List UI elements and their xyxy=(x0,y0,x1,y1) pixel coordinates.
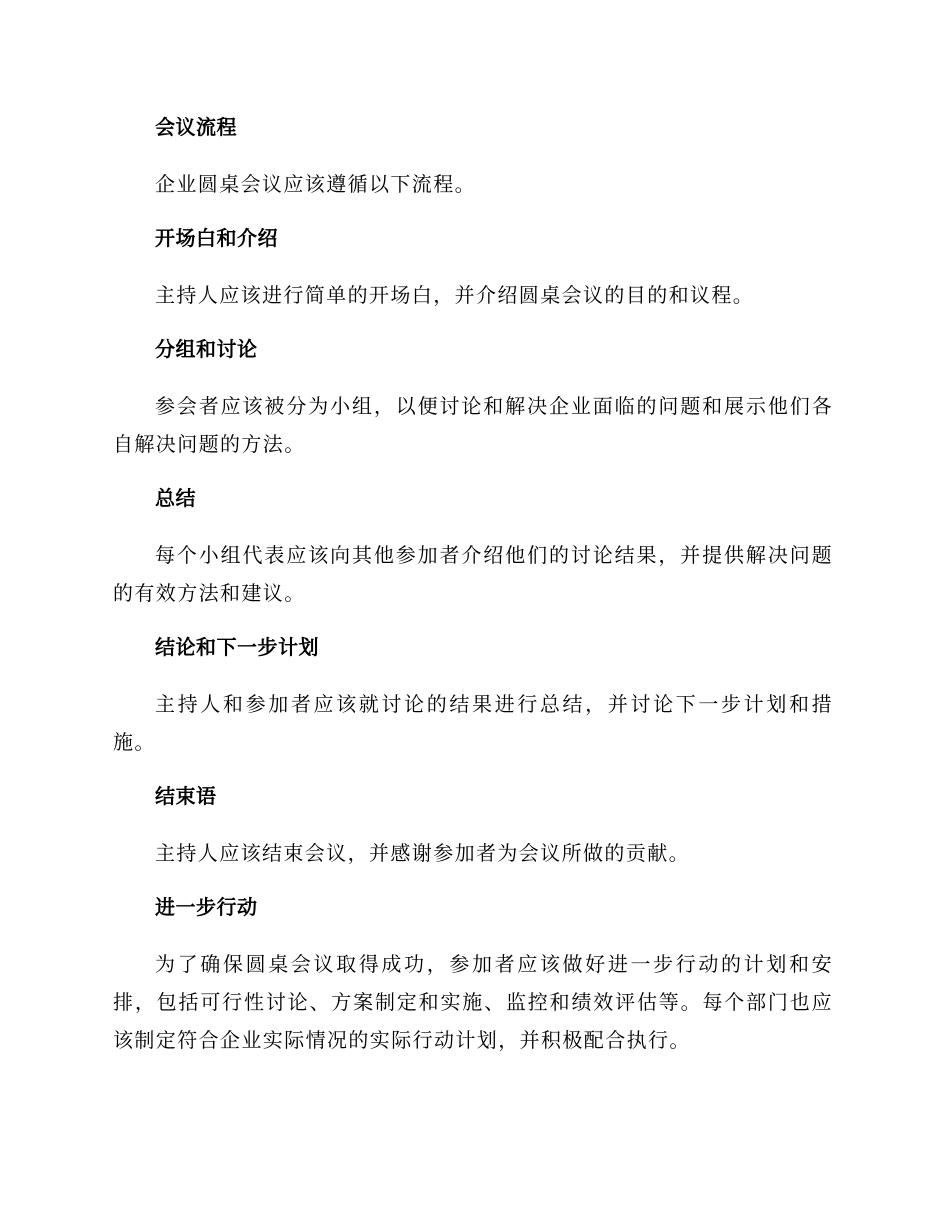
section-paragraph: 主持人和参加者应该就讨论的结果进行总结，并讨论下一步计划和措施。 xyxy=(113,692,833,754)
section-meeting-process xyxy=(113,110,833,203)
section-paragraph: 为了确保圆桌会议取得成功，参加者应该做好进一步行动的计划和安排，包括可行性讨论、方案制定和实施、监控和绩效评估等。每个部门也应该制定符合企业实际情况的实际行动计划，并积极配合执行。 xyxy=(113,952,833,1052)
document-content xyxy=(113,110,833,1077)
section-paragraph: 主持人应该进行简单的开场白，并介绍圆桌会议的目的和议程。 xyxy=(155,283,755,307)
section-heading: 开场白和介绍 xyxy=(155,226,278,250)
section-further-action xyxy=(113,890,833,1059)
section-paragraph: 企业圆桌会议应该遵循以下流程。 xyxy=(155,172,476,196)
section-heading: 总结 xyxy=(155,486,196,510)
section-paragraph: 参会者应该被分为小组，以便讨论和解决企业面临的问题和展示他们各自解决问题的方法。 xyxy=(113,394,833,456)
section-heading: 会议流程 xyxy=(155,115,237,139)
section-heading: 分组和讨论 xyxy=(155,337,258,361)
section-closing-remarks xyxy=(113,779,833,872)
section-grouping-and-discussion xyxy=(113,332,833,463)
section-opening-and-introduction xyxy=(113,221,833,314)
section-paragraph: 每个小组代表应该向其他参加者介绍他们的讨论结果，并提供解决问题的有效方法和建议。 xyxy=(113,543,833,605)
section-summary xyxy=(113,481,833,612)
section-heading: 结论和下一步计划 xyxy=(155,635,319,659)
section-paragraph: 主持人应该结束会议，并感谢参加者为会议所做的贡献。 xyxy=(155,841,690,865)
section-heading: 结束语 xyxy=(155,784,217,808)
section-conclusion-and-next-steps xyxy=(113,630,833,761)
section-heading: 进一步行动 xyxy=(155,895,258,919)
